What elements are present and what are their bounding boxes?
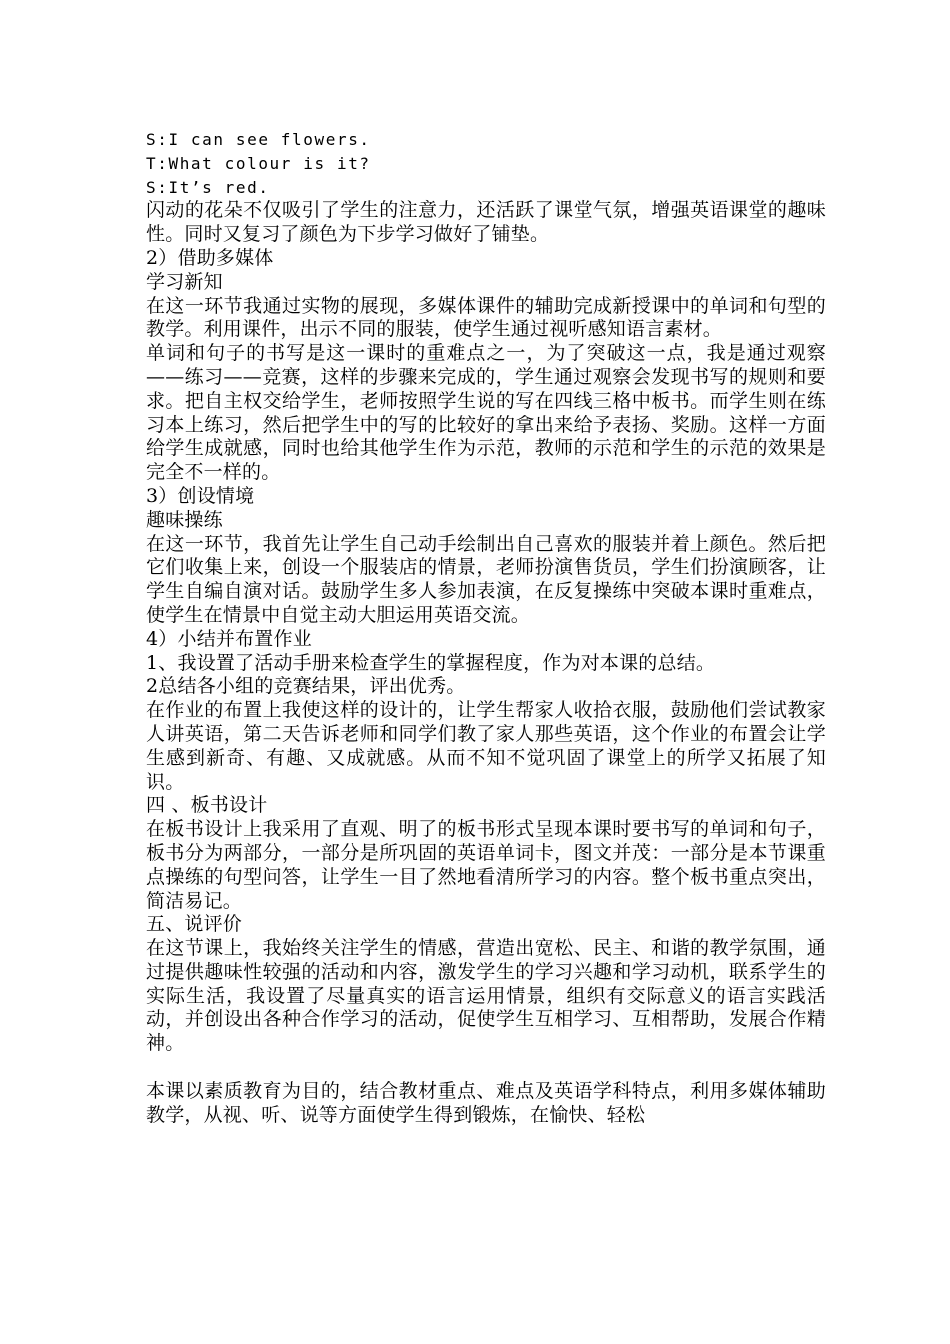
section-heading: 4）小结并布置作业 bbox=[146, 627, 312, 650]
section-subheading: 学习新知 bbox=[146, 270, 223, 293]
dialogue-line: S:I can see flowers. bbox=[146, 130, 371, 149]
paragraph: 本课以素质教育为目的，结合教材重点、难点及英语学科特点，利用多媒体辅助教学，从视、听、说等方面使学生得到锻炼，在愉快、轻松 bbox=[146, 1079, 826, 1126]
paragraph: 闪动的花朵不仅吸引了学生的注意力，还活跃了课堂气氛，增强英语课堂的趣味性。同时又复习了颜色为下步学习做好了铺垫。 bbox=[146, 199, 826, 246]
paragraph: 单词和句子的书写是这一课时的重难点之一，为了突破这一点，我是通过观察——练习——竞赛，这样的步骤来完成的，学生通过观察会发现书写的规则和要求。把自主权交给学生，老师按照学生说的写在四线三格中板书。而学生则在练习本上练习，然后把学生中的写的比较好的拿出来给予表扬、奖励。这样一方面给学生成就感，同时也给其他学生作为示范，教师的示范和学生的示范的效果是完全不一样的。 bbox=[146, 342, 826, 484]
paragraph: 在作业的布置上我使这样的设计的，让学生帮家人收拾衣服，鼓励他们尝试教家人讲英语，第二天告诉老师和同学们教了家人那些英语，这个作业的布置会让学生感到新奇、有趣、又成就感。从而不知不觉巩固了课堂上的所学又拓展了知识。 bbox=[146, 699, 826, 793]
blank-line bbox=[146, 1056, 826, 1080]
section-heading: 五、说评价 bbox=[146, 913, 243, 936]
paragraph: 在这节课上，我始终关注学生的情感，营造出宽松、民主、和谐的教学氛围，通过提供趣味性较强的活动和内容，激发学生的学习兴趣和学习动机，联系学生的实际生活，我设置了尽量真实的语言运用情景，组织有交际意义的语言实践活动，并创设出各种合作学习的活动，促使学生互相学习、互相帮助，发展合作精神。 bbox=[146, 937, 826, 1055]
list-item: 1、我设置了活动手册来检查学生的掌握程度，作为对本课的总结。 bbox=[146, 651, 716, 674]
section-heading: 四 、板书设计 bbox=[146, 794, 268, 817]
dialogue-line: S:It’s red. bbox=[146, 177, 270, 197]
paragraph: 在这一环节，我首先让学生自己动手绘制出自己喜欢的服装并着上颜色。然后把它们收集上来，创设一个服装店的情景，老师扮演售货员，学生们扮演顾客，让学生自编自演对话。鼓励学生多人参加表演，在反复操练中突破本课时重难点，使学生在情景中自觉主动大胆运用英语交流。 bbox=[146, 532, 826, 626]
paragraph: 在这一环节我通过实物的展现，多媒体课件的辅助完成新授课中的单词和句型的教学。利用课件，出示不同的服装，使学生通过视听感知语言素材。 bbox=[146, 294, 826, 341]
document-page bbox=[146, 128, 826, 1127]
section-heading: 2）借助多媒体 bbox=[146, 246, 274, 269]
section-heading: 3）创设情境 bbox=[146, 484, 255, 507]
list-item: 2总结各小组的竞赛结果，评出优秀。 bbox=[146, 675, 466, 698]
paragraph: 在板书设计上我采用了直观、明了的板书形式呈现本课时要书写的单词和句子，板书分为两部分，一部分是所巩固的英语单词卡，图文并茂：一部分是本节课重点操练的句型问答，让学生一目了然地看清所学习的内容。整个板书重点突出，简洁易记。 bbox=[146, 818, 826, 912]
dialogue-line: T:What colour is it? bbox=[146, 153, 371, 173]
section-subheading: 趣味操练 bbox=[146, 508, 223, 531]
